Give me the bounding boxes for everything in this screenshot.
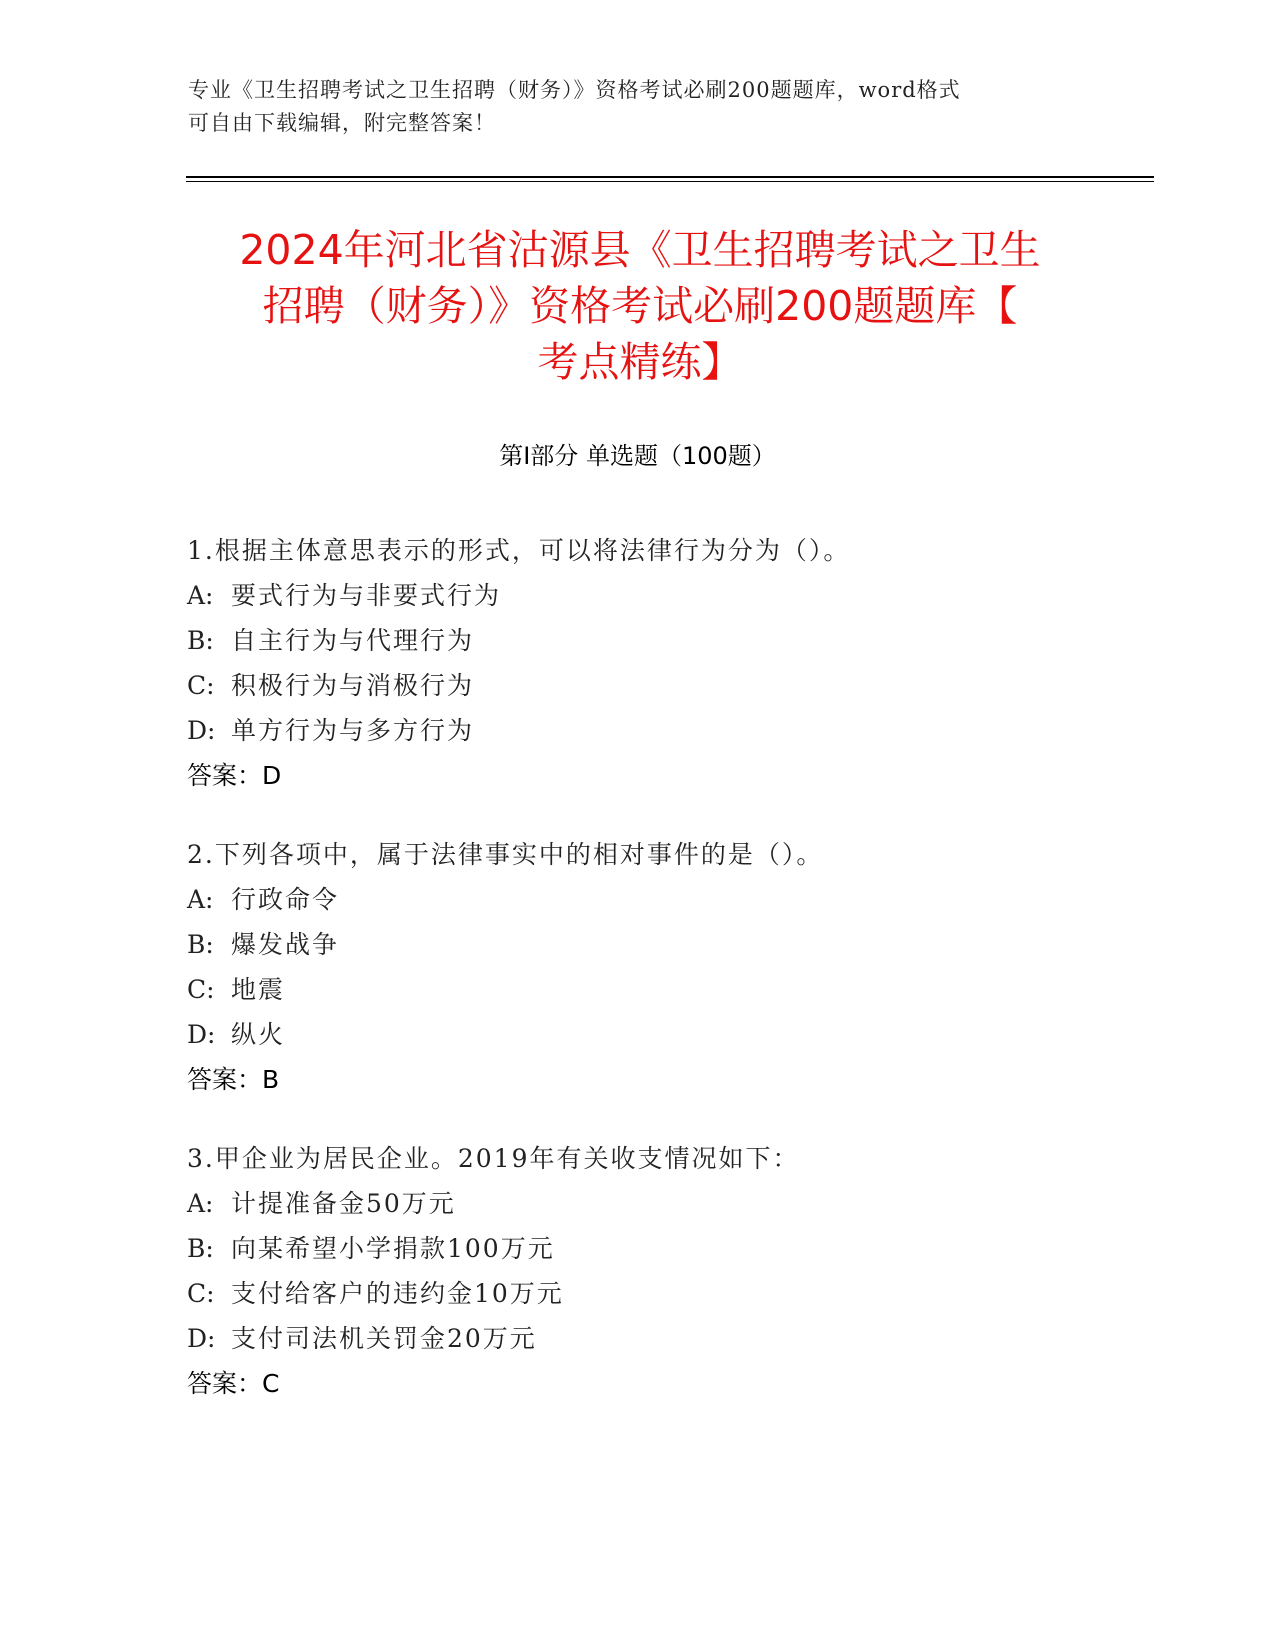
option-letter: D: bbox=[187, 1324, 216, 1353]
option-text: 支付司法机关罚金20万元 bbox=[231, 1324, 537, 1353]
question-stem: 2.下列各项中，属于法律事实中的相对事件的是（）。 bbox=[187, 840, 824, 869]
option-d bbox=[187, 1012, 1137, 1057]
option-letter: B: bbox=[187, 626, 214, 655]
option-letter: B: bbox=[187, 1234, 214, 1263]
option-letter: C: bbox=[187, 1279, 215, 1308]
question-stem: 1.根据主体意思表示的形式，可以将法律行为分为（）。 bbox=[187, 536, 851, 565]
option-letter: A: bbox=[187, 885, 214, 914]
answer-line: 答案：D bbox=[187, 761, 282, 790]
question-1 bbox=[187, 528, 1137, 798]
answer-line: 答案：C bbox=[187, 1369, 280, 1398]
header-divider-thin bbox=[186, 181, 1154, 182]
option-text: 向某希望小学捐款100万元 bbox=[231, 1234, 555, 1263]
question-2 bbox=[187, 832, 1137, 1102]
question-list bbox=[187, 528, 1137, 1440]
answer-line: 答案：B bbox=[187, 1065, 280, 1094]
option-c bbox=[187, 1271, 1137, 1316]
option-letter: D: bbox=[187, 716, 216, 745]
section-heading: 第Ⅰ部分 单选题（100题） bbox=[499, 442, 776, 470]
option-d bbox=[187, 708, 1137, 753]
option-letter: A: bbox=[187, 581, 214, 610]
option-b bbox=[187, 1226, 1137, 1271]
header-note bbox=[188, 74, 1088, 140]
document-title-line-2: 招聘（财务）》资格考试必刷200题题库【 bbox=[262, 282, 1018, 330]
document-title-line-3: 考点精练】 bbox=[537, 338, 743, 386]
option-text: 计提准备金50万元 bbox=[231, 1189, 456, 1218]
document-title-line-1: 2024年河北省沽源县《卫生招聘考试之卫生 bbox=[239, 226, 1041, 274]
document-title bbox=[160, 222, 1120, 390]
option-b bbox=[187, 922, 1137, 967]
option-text: 单方行为与多方行为 bbox=[231, 716, 475, 745]
option-d bbox=[187, 1316, 1137, 1361]
header-note-line-1: 专业《卫生招聘考试之卫生招聘（财务）》资格考试必刷200题题库，word格式 bbox=[188, 78, 961, 102]
option-text: 行政命令 bbox=[231, 885, 340, 914]
option-text: 自主行为与代理行为 bbox=[231, 626, 475, 655]
header-divider-thick bbox=[186, 176, 1154, 178]
option-letter: A: bbox=[187, 1189, 214, 1218]
header-note-line-2: 可自由下载编辑，附完整答案！ bbox=[188, 111, 496, 135]
option-text: 支付给客户的违约金10万元 bbox=[231, 1279, 564, 1308]
question-3 bbox=[187, 1136, 1137, 1406]
option-letter: C: bbox=[187, 975, 215, 1004]
option-text: 要式行为与非要式行为 bbox=[231, 581, 502, 610]
option-letter: B: bbox=[187, 930, 214, 959]
option-text: 爆发战争 bbox=[231, 930, 340, 959]
option-a bbox=[187, 877, 1137, 922]
option-a bbox=[187, 573, 1137, 618]
option-c bbox=[187, 663, 1137, 708]
option-text: 地震 bbox=[231, 975, 286, 1004]
option-b bbox=[187, 618, 1137, 663]
question-stem: 3.甲企业为居民企业。2019年有关收支情况如下： bbox=[187, 1144, 800, 1173]
option-text: 纵火 bbox=[231, 1020, 286, 1049]
option-c bbox=[187, 967, 1137, 1012]
option-letter: C: bbox=[187, 671, 215, 700]
option-a bbox=[187, 1181, 1137, 1226]
option-letter: D: bbox=[187, 1020, 216, 1049]
option-text: 积极行为与消极行为 bbox=[231, 671, 475, 700]
